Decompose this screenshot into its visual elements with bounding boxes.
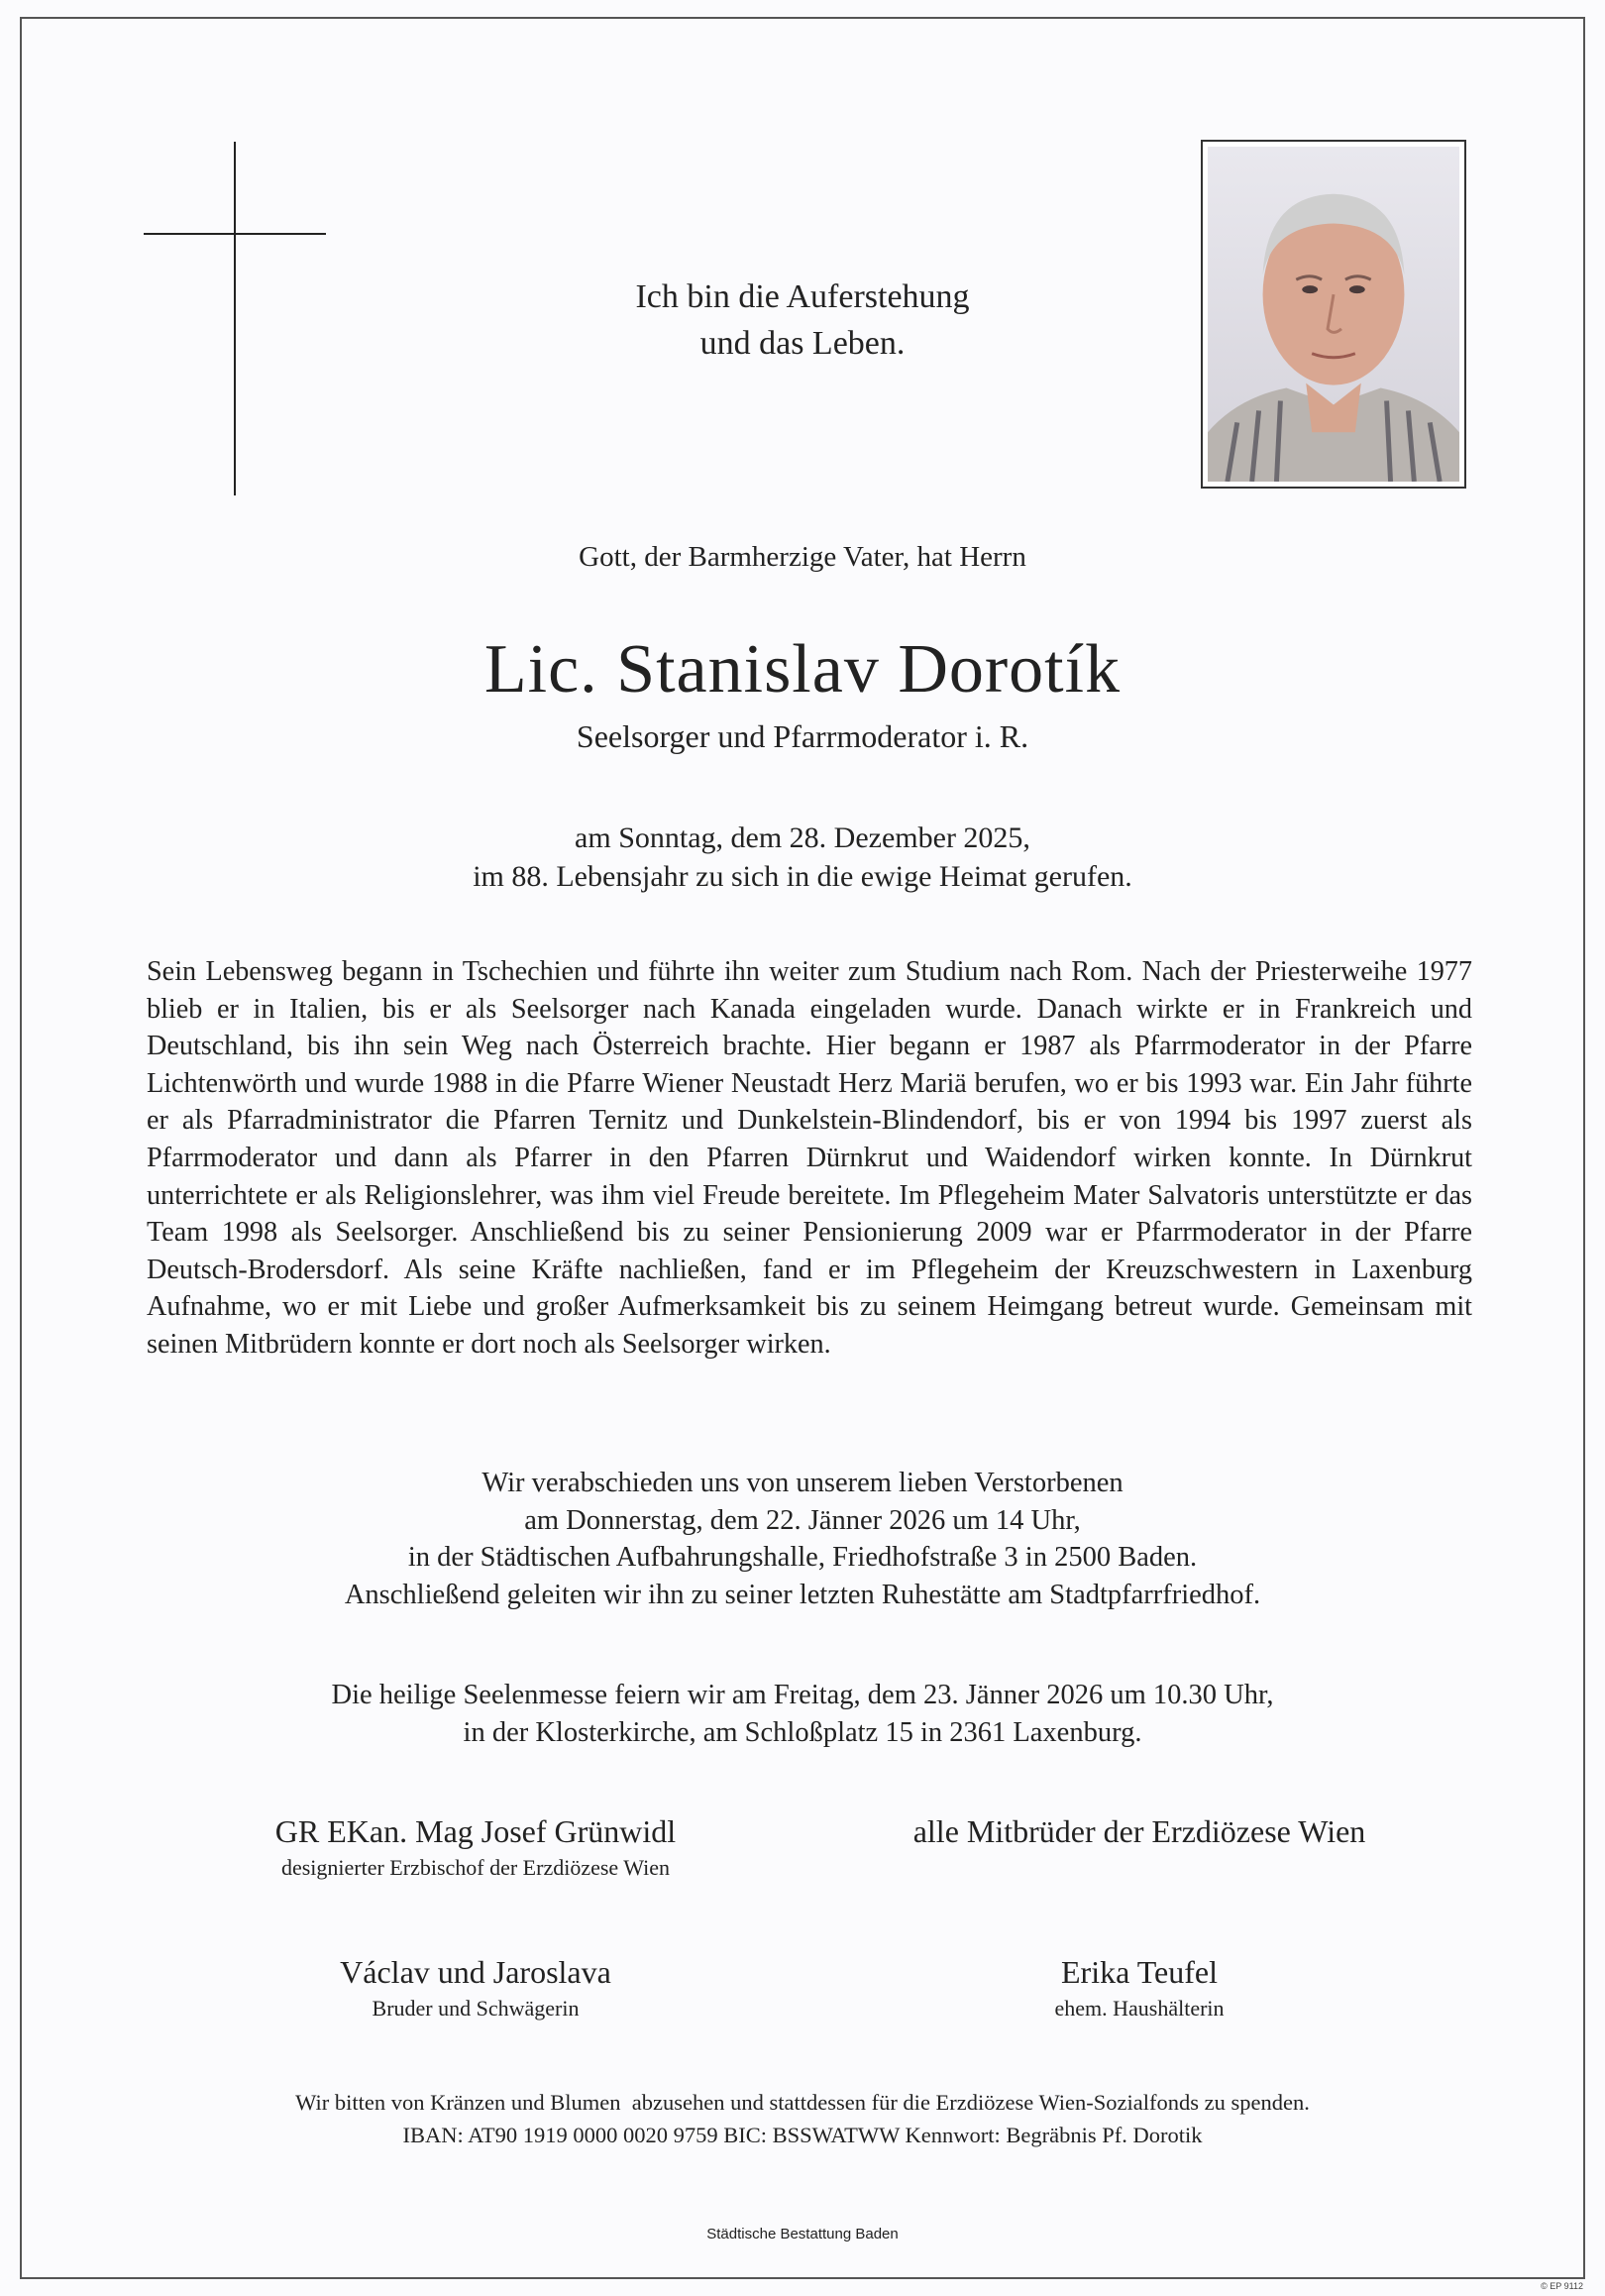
death-age: im 88. Lebensjahr zu sich in die ewige Heimat gerufen. [473, 860, 1132, 893]
print-code: © EP 9112 [1541, 2281, 1583, 2291]
mass-notice [0, 1677, 1605, 1751]
donation-request [0, 2086, 1605, 2151]
motto-line-2: und das Leben. [699, 325, 906, 362]
intro-text: Gott, der Barmherzige Vater, hat Herrn [579, 541, 1026, 573]
funeral-home: Städtische Bestattung Baden [706, 2226, 899, 2242]
mourner-name: Václav und Jaroslava [340, 1954, 611, 1990]
farewell-line-4: Anschließend geleiten wir ihn zu seiner letzten Ruhestätte am Stadtpfarrfriedhof. [344, 1579, 1261, 1610]
donation-bank-details: IBAN: AT90 1919 0000 0020 9759 BIC: BSSWATWW Kennwort: Begräbnis Pf. Dorotik [402, 2123, 1203, 2147]
mourner [832, 1952, 1446, 2023]
deceased-role: Seelsorger und Pfarrmoderator i. R. [576, 718, 1029, 754]
mass-line-2: in der Klosterkirche, am Schloßplatz 15 in 2361 Laxenburg. [463, 1716, 1142, 1748]
mourner-relation: designierter Erzbischof der Erzdiözese Wien [280, 1855, 671, 1880]
mourner-name: Erika Teufel [1061, 1954, 1218, 1990]
mourner [168, 1952, 783, 2023]
mass-line-1: Die heilige Seelenmesse feiern wir am Freitag, dem 23. Jänner 2026 um 10.30 Uhr, [331, 1680, 1274, 1710]
death-date: am Sonntag, dem 28. Dezember 2025, [575, 821, 1030, 854]
farewell-line-3: in der Städtischen Aufbahrungshalle, Friedhofstraße 3 in 2500 Baden. [407, 1542, 1198, 1573]
death-notice [0, 819, 1605, 896]
portrait-photo [1201, 140, 1466, 489]
mourner-name: GR EKan. Mag Josef Grünwidl [274, 1813, 677, 1849]
mourner-relation: Bruder und Schwägerin [372, 1996, 580, 2021]
mourner-name: alle Mitbrüder der Erzdiözese Wien [912, 1813, 1366, 1849]
farewell-line-2: am Donnerstag, dem 22. Jänner 2026 um 14 Uhr, [524, 1504, 1081, 1536]
mourner-relation: ehem. Haushälterin [1054, 1996, 1225, 2021]
mourner [168, 1811, 783, 1883]
farewell-line-1: Wir verabschieden uns von unserem lieben Verstorbenen [482, 1468, 1124, 1498]
donation-line-1: Wir bitten von Kränzen und Blumen abzusehen und stattdessen für die Erzdiözese Wien-Sozialfonds zu spenden. [295, 2090, 1310, 2115]
motto-line-1: Ich bin die Auferstehung [635, 278, 970, 315]
farewell-notice [0, 1465, 1605, 1613]
deceased-name: Lic. Stanislav Dorotík [483, 631, 1122, 708]
mourner [832, 1811, 1446, 1853]
portrait-image [1208, 147, 1459, 482]
biography: Sein Lebensweg begann in Tschechien und führte ihn weiter zum Studium nach Rom. Nach der Priesterweihe 1977 blieb er in Italien, bis er als Seelsorger nach Kanada eingeladen wurde. Danach wirkte er in Frankreich und Deutschland, bis ihn sein Weg nach Österreich brachte. Hier begann er 1987 als Pfarrmoderator in der Pfarre Lichtenwörth und wurde 1988 in die Pfarre Wiener Neustadt Herz Mariä berufen, wo er bis 1993 war. Ein Jahr führte er als Pfarradministrator die Pfarren Ternitz und Dunkelstein-Blindendorf, bis er von 1994 bis 1997 zuerst als Pfarrmoderator und dann als Pfarrer in den Pfarren Dürnkrut und Waidendorf wirken konnte. In Dürnkrut unterrichtete er als Religionslehrer, was ihm viel Freude bereitete. Im Pflegeheim Mater Salvatoris unterstützte er das Team 1998 als Seelsorger. Anschließend bis zu seiner Pensionierung 2009 war er Pfarrmoderator in der Pfarre Deutsch-Brodersdorf. Als seine Kräfte nachließen, fand er im Pflegeheim der Kreuzschwestern in Laxenburg Aufnahme, wo er mit Liebe und großer Aufmerksamkeit bis zu seinem Heimgang betreut wurde. Gemeinsam mit seinen Mitbrüdern konnte er dort noch als Seelsorger wirken. [147, 956, 1472, 1360]
